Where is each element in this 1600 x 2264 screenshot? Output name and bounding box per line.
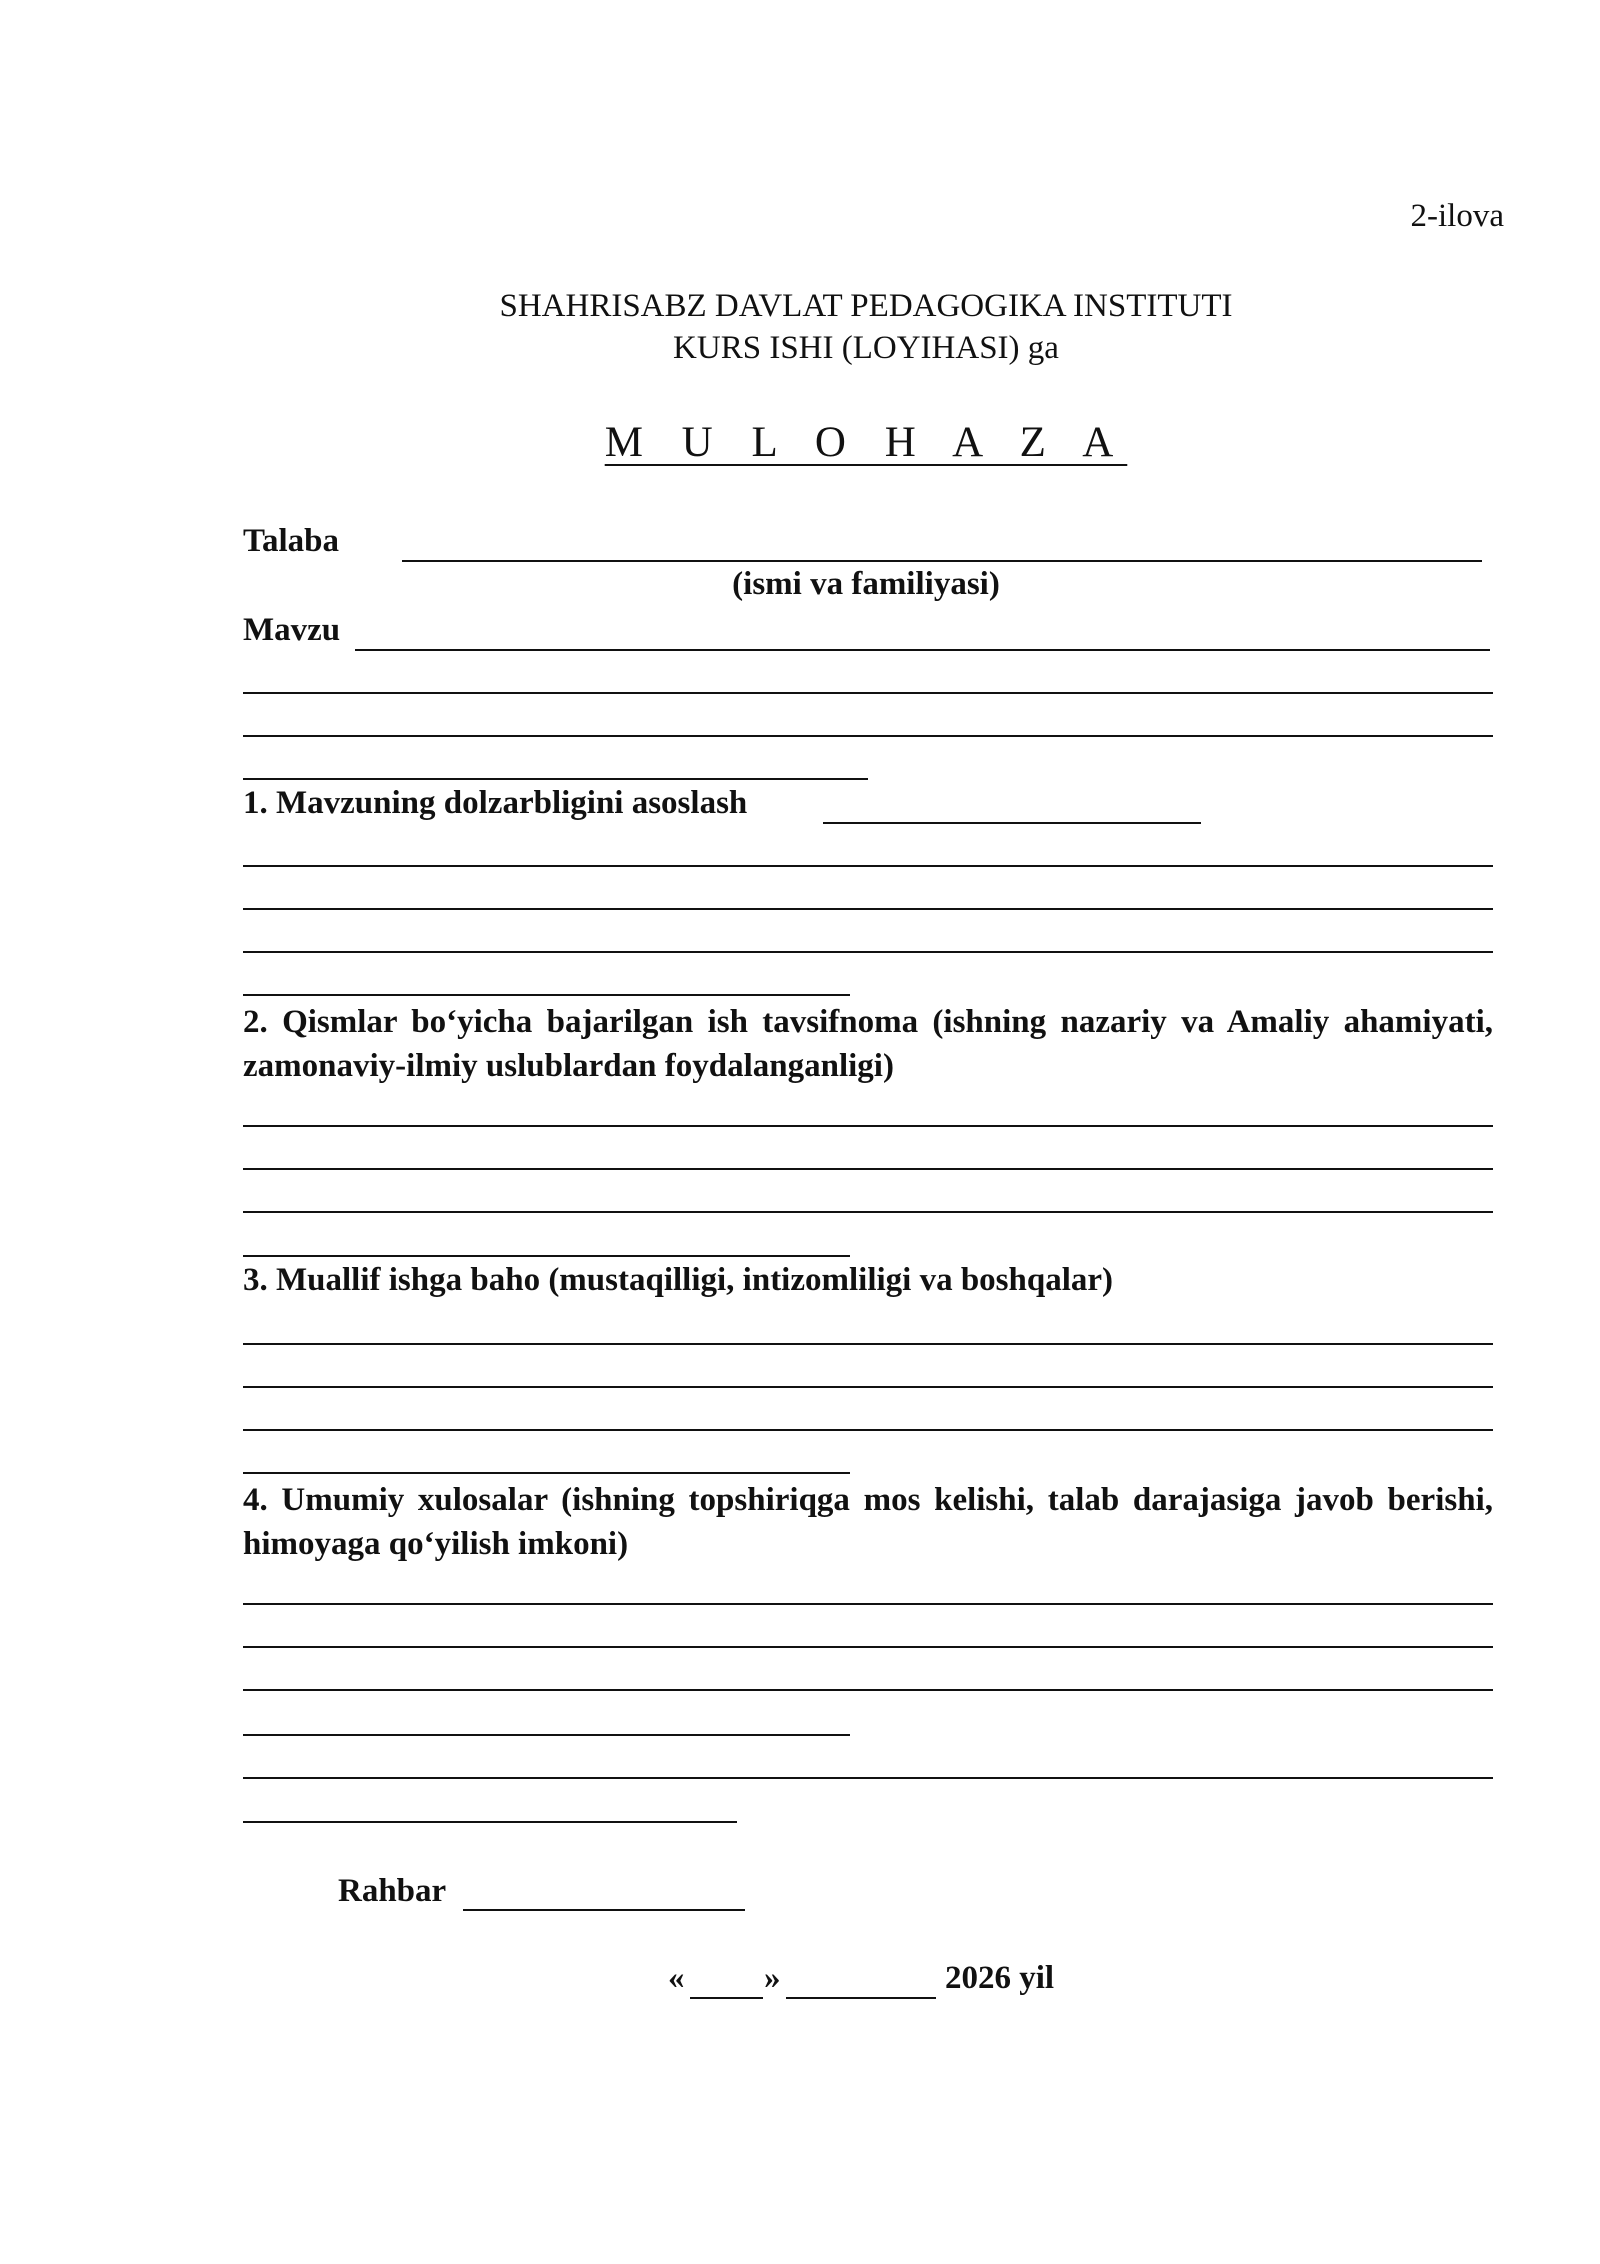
section-4-field-line-5[interactable] [243,1777,1493,1779]
section-4-heading: 4. Umumiy xulosalar (ishning topshiriqga mos kelishi, talab darajasiga javob berishi, himoyaga qo‘yilish imkoni) [243,1482,1493,1562]
section-1-heading: 1. Mavzuning dolzarbligini asoslash [243,785,748,821]
section-1-field-line-4[interactable] [243,994,850,996]
page-title: M U L O H A Z A [604,419,1128,466]
annex-number: 2-ilova [1410,198,1504,234]
topic-field-line-2[interactable] [243,692,1493,694]
section-2-field-line-3[interactable] [243,1211,1493,1213]
section-1-field-line-1[interactable] [243,865,1493,867]
topic-field-line-4[interactable] [243,778,868,780]
section-4-field-line-2[interactable] [243,1646,1493,1648]
section-3-heading: 3. Muallif ishga baho (mustaqilligi, intizomliligi va boshqalar) [243,1262,1114,1298]
section-2-field-line-4[interactable] [243,1255,850,1257]
section-4-field-line-6[interactable] [243,1821,737,1823]
section-3-field-line-2[interactable] [243,1386,1493,1388]
student-label: Talaba [243,523,340,559]
section-1-inline-field[interactable] [823,822,1201,824]
supervisor-signature-field[interactable] [463,1909,745,1911]
section-2-field-line-1[interactable] [243,1125,1493,1127]
section-4-field-line-3[interactable] [243,1689,1493,1691]
document-subtitle: KURS ISHI (LOYIHASI) ga [673,330,1059,366]
date-month-field[interactable] [786,1997,936,1999]
student-name-hint: (ismi va familiyasi) [732,566,1000,602]
topic-label: Mavzu [243,612,341,648]
section-3-field-line-4[interactable] [243,1472,850,1474]
section-1-field-line-2[interactable] [243,908,1493,910]
section-1-field-line-3[interactable] [243,951,1493,953]
supervisor-label: Rahbar [338,1873,447,1909]
date-open-quote: « [668,1960,685,1996]
date-year: 2026 yil [945,1960,1055,1996]
student-name-field[interactable] [402,560,1482,562]
section-3-field-line-1[interactable] [243,1343,1493,1345]
section-2-field-line-2[interactable] [243,1168,1493,1170]
topic-field[interactable] [355,649,1490,651]
section-2-heading: 2. Qismlar bo‘yicha bajarilgan ish tavsifnoma (ishning nazariy va Amaliy ahamiyati, zamonaviy-ilmiy uslublardan foydalanganligi) [243,1004,1493,1084]
topic-field-line-3[interactable] [243,735,1493,737]
institute-name: SHAHRISABZ DAVLAT PEDAGOGIKA INSTITUTI [499,288,1233,324]
date-close-quote: » [764,1960,781,1996]
section-3-field-line-3[interactable] [243,1429,1493,1431]
date-day-field[interactable] [690,1997,763,1999]
section-4-field-line-4[interactable] [243,1734,850,1736]
section-4-field-line-1[interactable] [243,1603,1493,1605]
